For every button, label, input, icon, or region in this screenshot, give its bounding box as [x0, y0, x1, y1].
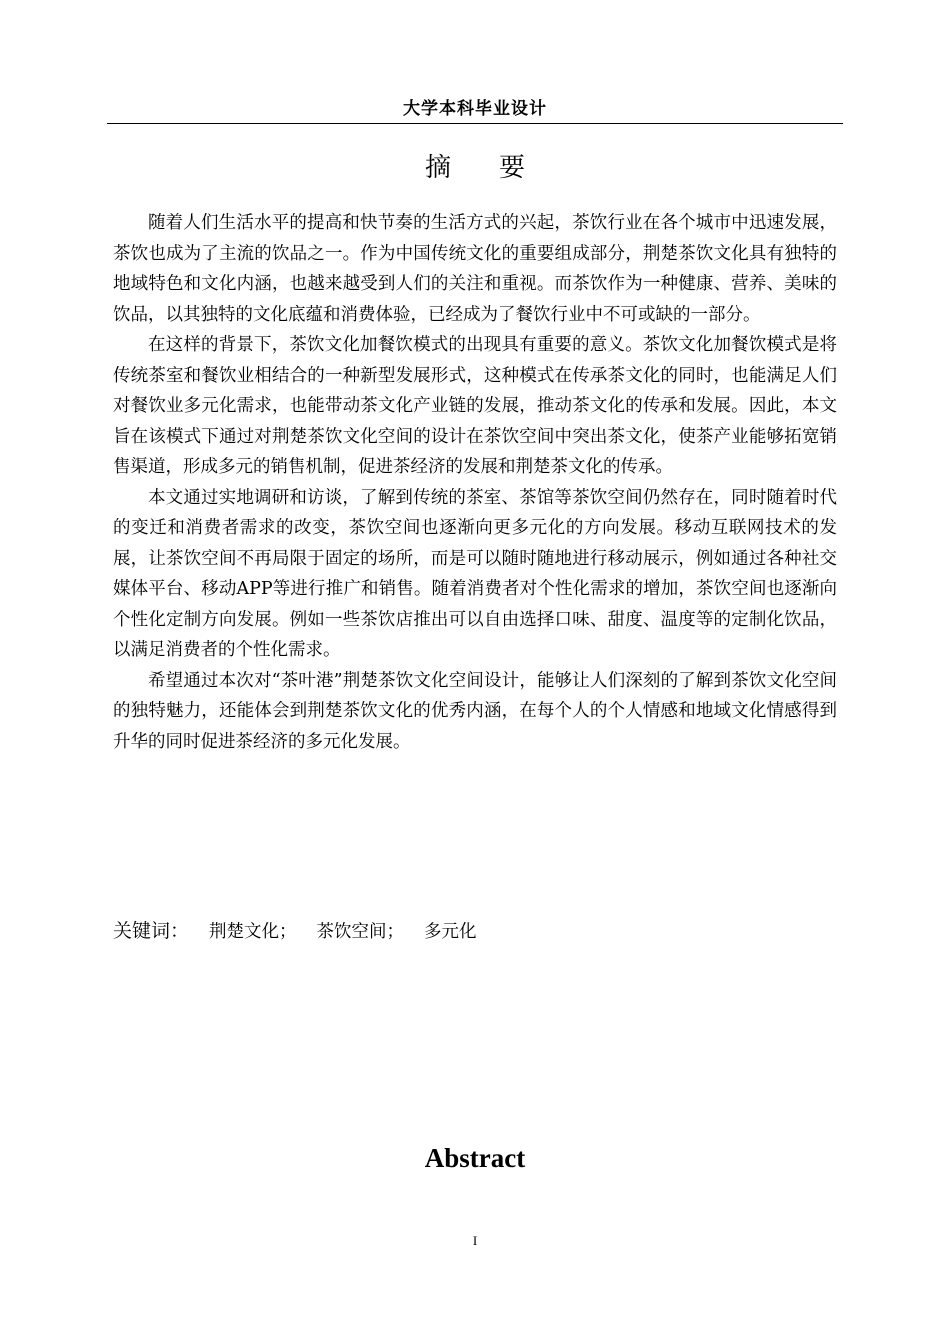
- keyword-item: 茶饮空间；: [316, 922, 405, 942]
- page-number: I: [472, 1233, 478, 1248]
- abstract-paragraph: 随着人们生活水平的提高和快节奏的生活方式的兴起，茶饮行业在各个城市中迅速发展，茶饮也成为了主流的饮品之一。作为中国传统文化的重要组成部分，荆楚茶饮文化具有独特的地域特色和文化内涵，也越来越受到人们的关注和重视。而茶饮作为一种健康、营养、美味的饮品，以其独特的文化底蕴和消费体验，已经成为了餐饮行业中不可或缺的一部分。: [113, 213, 837, 325]
- abstract-heading: 摘要: [424, 153, 573, 183]
- keyword-item: 多元化: [424, 922, 477, 942]
- english-abstract-heading: Abstract: [424, 1143, 526, 1173]
- header-divider: [107, 123, 843, 124]
- keyword-item: 荆楚文化；: [209, 922, 297, 942]
- abstract-body: [113, 208, 837, 757]
- abstract-paragraph: 在这样的背景下，茶饮文化加餐饮模式的出现具有重要的意义。茶饮文化加餐饮模式是将传统茶室和餐饮业相结合的一种新型发展形式，这种模式在传承茶文化的同时，也能满足人们对餐饮业多元化需求，也能带动茶文化产业链的发展，推动茶文化的传承和发展。因此，本文旨在该模式下通过对荆楚茶饮文化空间的设计在茶饮空间中突出茶文化，使茶产业能够拓宽销售渠道，形成多元的销售机制，促进茶经济的发展和荆楚茶文化的传承。: [113, 335, 837, 477]
- abstract-paragraph: 本文通过实地调研和访谈，了解到传统的茶室、茶馆等茶饮空间仍然存在，同时随着时代的变迁和消费者需求的改变，茶饮空间也逐渐向更多元化的方向发展。移动互联网技术的发展，让茶饮空间不再局限于固定的场所，而是可以随时随地进行移动展示，例如通过各种社交媒体平台、移动APP等进行推广和销售。随着消费者对个性化需求的增加，茶饮空间也逐渐向个性化定制方向发展。例如一些茶饮店推出可以自由选择口味、甜度、温度等的定制化饮品，以满足消费者的个性化需求。: [113, 487, 837, 660]
- abstract-paragraph: 希望通过本次对“茶叶港”荆楚茶饮文化空间设计，能够让人们深刻的了解到茶饮文化空间的独特魅力，还能体会到荆楚茶饮文化的优秀内涵，在每个人的个人情感和地域文化情感得到升华的同时促进茶经济的多元化发展。: [113, 670, 837, 752]
- document-header-title: 大学本科毕业设计: [403, 99, 547, 119]
- keywords-label: 关键词：: [113, 920, 190, 942]
- keywords-line: [113, 916, 837, 947]
